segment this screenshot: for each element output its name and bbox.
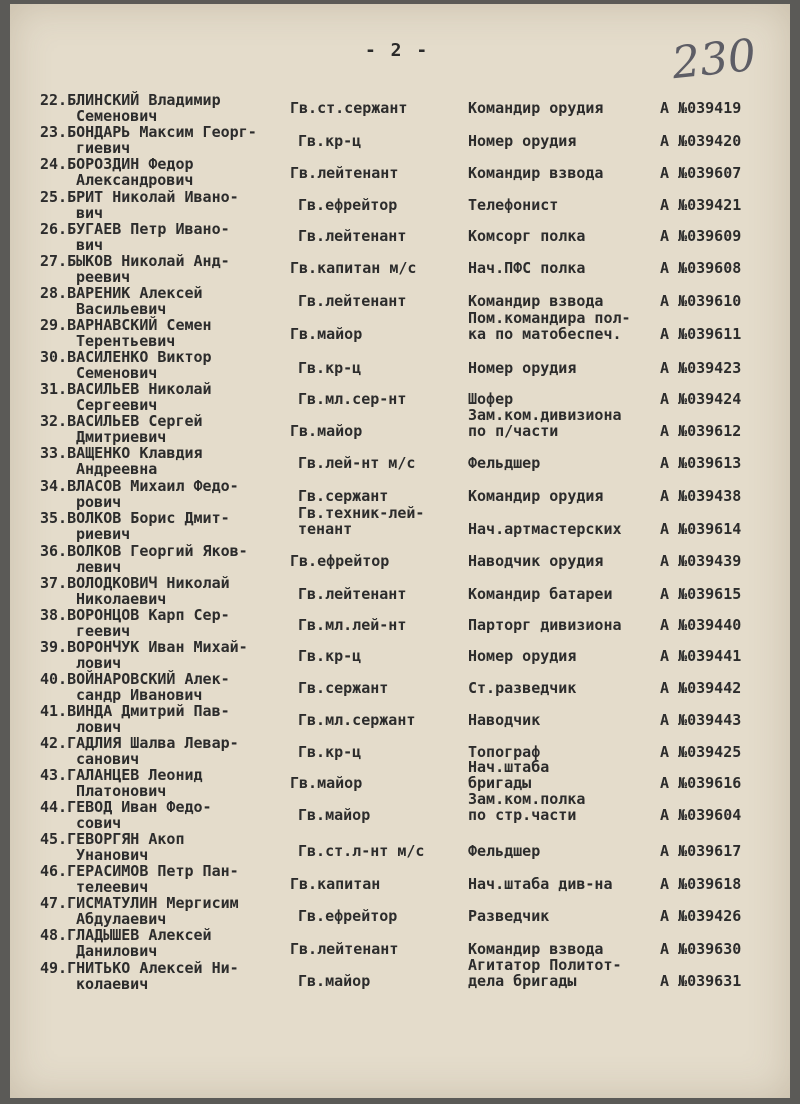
person-name: 30.ВАСИЛЕНКО Виктор bbox=[40, 348, 212, 366]
award-number: А №039426 bbox=[660, 907, 742, 925]
position-title: Нач.штаба bbox=[468, 758, 550, 776]
military-rank: Гв.мл.сержант bbox=[298, 711, 416, 729]
person-name-continued: Семенович bbox=[76, 107, 158, 125]
military-rank: Гв.сержант bbox=[298, 487, 389, 505]
person-name-continued: Андреевна bbox=[76, 460, 158, 478]
position-title: Наводчик bbox=[468, 711, 541, 729]
position-title: Ст.разведчик bbox=[468, 679, 577, 697]
person-name-continued: риевич bbox=[76, 525, 131, 543]
award-number: А №039608 bbox=[660, 259, 742, 277]
position-title-continued: ка по матобеспеч. bbox=[468, 325, 622, 343]
military-rank: Гв.кр-ц bbox=[298, 743, 362, 761]
position-title: Командир взвода bbox=[468, 292, 604, 310]
position-title: Шофер bbox=[468, 390, 514, 408]
person-name: 22.БЛИНСКИЙ Владимир bbox=[40, 91, 221, 109]
military-rank: Гв.майор bbox=[290, 774, 363, 792]
person-name-continued: лович bbox=[76, 654, 122, 672]
person-name: 46.ГЕРАСИМОВ Петр Пан- bbox=[40, 862, 239, 880]
person-name-continued: реевич bbox=[76, 268, 131, 286]
award-number: А №039613 bbox=[660, 454, 742, 472]
military-rank: Гв.майор bbox=[290, 325, 363, 343]
military-rank: Гв.майор bbox=[298, 806, 371, 824]
military-rank: Гв.кр-ц bbox=[298, 647, 362, 665]
award-number: А №039614 bbox=[660, 520, 742, 538]
award-number: А №039438 bbox=[660, 487, 742, 505]
award-number: А №039618 bbox=[660, 875, 742, 893]
military-rank: Гв.ефрейтор bbox=[298, 907, 398, 925]
position-title: Пом.командира пол- bbox=[468, 309, 631, 327]
person-name-continued: лович bbox=[76, 718, 122, 736]
person-name: 48.ГЛАДЫШЕВ Алексей bbox=[40, 926, 212, 944]
award-number: А №039612 bbox=[660, 422, 742, 440]
position-title: Парторг дивизиона bbox=[468, 616, 622, 634]
position-title-continued: дела бригады bbox=[468, 972, 577, 990]
position-title: Разведчик bbox=[468, 907, 550, 925]
position-title: Агитатор Политот- bbox=[468, 956, 622, 974]
person-name: 24.БОРОЗДИН Федор bbox=[40, 155, 194, 173]
person-name-continued: телеевич bbox=[76, 878, 149, 896]
award-number: А №039442 bbox=[660, 679, 742, 697]
military-rank: Гв.кр-ц bbox=[298, 132, 362, 150]
person-name: 36.ВОЛКОВ Георгий Яков- bbox=[40, 542, 248, 560]
person-name: 38.ВОРОНЦОВ Карп Сер- bbox=[40, 606, 230, 624]
military-rank: Гв.ст.сержант bbox=[290, 99, 408, 117]
person-name-continued: Александрович bbox=[76, 171, 194, 189]
military-rank: Гв.лейтенант bbox=[290, 940, 399, 958]
person-name: 33.ВАЩЕНКО Клавдия bbox=[40, 444, 203, 462]
position-title: Командир орудия bbox=[468, 487, 604, 505]
award-number: А №039420 bbox=[660, 132, 742, 150]
position-title-continued: бригады bbox=[468, 774, 532, 792]
award-number: А №039610 bbox=[660, 292, 742, 310]
award-number: А №039616 bbox=[660, 774, 742, 792]
person-name: 39.ВОРОНЧУК Иван Михай- bbox=[40, 638, 248, 656]
position-title: Нач.штаба див-на bbox=[468, 875, 613, 893]
award-number: А №039615 bbox=[660, 585, 742, 603]
position-title: Номер орудия bbox=[468, 359, 577, 377]
military-rank: Гв.лейтенант bbox=[298, 292, 407, 310]
award-number: А №039611 bbox=[660, 325, 742, 343]
military-rank: Гв.мл.лей-нт bbox=[298, 616, 407, 634]
person-name: 41.ВИНДА Дмитрий Пав- bbox=[40, 702, 230, 720]
person-name: 42.ГАДЛИЯ Шалва Левар- bbox=[40, 734, 239, 752]
military-rank: Гв.кр-ц bbox=[298, 359, 362, 377]
person-name: 47.ГИСМАТУЛИН Мергисим bbox=[40, 894, 239, 912]
award-number: А №039617 bbox=[660, 842, 742, 860]
person-name-continued: колаевич bbox=[76, 975, 149, 993]
award-number: А №039421 bbox=[660, 196, 742, 214]
person-name: 27.БЫКОВ Николай Анд- bbox=[40, 252, 230, 270]
position-title: Номер орудия bbox=[468, 132, 577, 150]
person-name-continued: вич bbox=[76, 204, 104, 222]
military-rank: Гв.майор bbox=[298, 972, 371, 990]
position-title-continued: по п/части bbox=[468, 422, 559, 440]
position-title: Топограф bbox=[468, 743, 541, 761]
position-title: Телефонист bbox=[468, 196, 559, 214]
person-name: 35.ВОЛКОВ Борис Дмит- bbox=[40, 509, 230, 527]
person-name-continued: Данилович bbox=[76, 942, 158, 960]
award-number: А №039607 bbox=[660, 164, 742, 182]
person-name-continued: вич bbox=[76, 236, 104, 254]
military-rank: Гв.мл.сер-нт bbox=[298, 390, 407, 408]
person-name-continued: санович bbox=[76, 750, 140, 768]
position-title: Нач.ПФС полка bbox=[468, 259, 586, 277]
position-title: Командир взвода bbox=[468, 940, 604, 958]
person-name: 32.ВАСИЛЬЕВ Сергей bbox=[40, 412, 203, 430]
person-name: 26.БУГАЕВ Петр Ивано- bbox=[40, 220, 230, 238]
person-name: 23.БОНДАРЬ Максим Георг- bbox=[40, 123, 257, 141]
position-title: Зам.ком.полка bbox=[468, 790, 586, 808]
position-title: Наводчик орудия bbox=[468, 552, 604, 570]
person-name-continued: гиевич bbox=[76, 139, 131, 157]
award-number: А №039439 bbox=[660, 552, 742, 570]
military-rank: Гв.техник-лей- bbox=[298, 504, 425, 522]
award-number: А №039423 bbox=[660, 359, 742, 377]
position-title: Командир взвода bbox=[468, 164, 604, 182]
military-rank: Гв.лей-нт м/с bbox=[298, 454, 416, 472]
military-rank: Гв.лейтенант bbox=[298, 585, 407, 603]
award-number: А №039443 bbox=[660, 711, 742, 729]
person-name-continued: Николаевич bbox=[76, 590, 167, 608]
person-name: 44.ГЕВОД Иван Федо- bbox=[40, 798, 212, 816]
position-title: Комсорг полка bbox=[468, 227, 586, 245]
position-title: Нач.артмастерских bbox=[468, 520, 622, 538]
person-name-continued: Абдулаевич bbox=[76, 910, 167, 928]
handwritten-page-number: 230 bbox=[669, 29, 759, 90]
person-name: 45.ГЕВОРГЯН Акоп bbox=[40, 830, 185, 848]
position-title: Фельдшер bbox=[468, 454, 541, 472]
person-name-continued: Унанович bbox=[76, 846, 149, 864]
award-number: А №039440 bbox=[660, 616, 742, 634]
military-rank: Гв.капитан м/с bbox=[290, 259, 417, 277]
military-rank: Гв.ст.л-нт м/с bbox=[298, 842, 425, 860]
person-name: 28.ВАРЕНИК Алексей bbox=[40, 284, 203, 302]
military-rank: Гв.лейтенант bbox=[298, 227, 407, 245]
position-title: Номер орудия bbox=[468, 647, 577, 665]
person-name-continued: Васильевич bbox=[76, 300, 167, 318]
person-name-continued: Дмитриевич bbox=[76, 428, 167, 446]
person-name-continued: Сергеевич bbox=[76, 396, 158, 414]
person-name: 25.БРИТ Николай Ивано- bbox=[40, 188, 239, 206]
position-title: Командир батареи bbox=[468, 585, 613, 603]
page-number: - 2 - bbox=[365, 40, 430, 61]
person-name-continued: Платонович bbox=[76, 782, 167, 800]
position-title-continued: по стр.части bbox=[468, 806, 577, 824]
person-name: 40.ВОЙНАРОВСКИЙ Алек- bbox=[40, 670, 230, 688]
person-name-continued: сандр Иванович bbox=[76, 686, 203, 704]
military-rank: Гв.лейтенант bbox=[290, 164, 399, 182]
person-name: 31.ВАСИЛЬЕВ Николай bbox=[40, 380, 212, 398]
military-rank: Гв.майор bbox=[290, 422, 363, 440]
person-name: 29.ВАРНАВСКИЙ Семен bbox=[40, 316, 212, 334]
award-number: А №039441 bbox=[660, 647, 742, 665]
person-name-continued: сович bbox=[76, 814, 122, 832]
military-rank-continued: тенант bbox=[298, 520, 353, 538]
position-title: Зам.ком.дивизиона bbox=[468, 406, 622, 424]
award-number: А №039424 bbox=[660, 390, 742, 408]
position-title: Фельдшер bbox=[468, 842, 541, 860]
person-name: 34.ВЛАСОВ Михаил Федо- bbox=[40, 477, 239, 495]
person-name: 37.ВОЛОДКОВИЧ Николай bbox=[40, 574, 230, 592]
person-name-continued: левич bbox=[76, 558, 122, 576]
award-number: А №039425 bbox=[660, 743, 742, 761]
award-number: А №039630 bbox=[660, 940, 742, 958]
person-name: 43.ГАЛАНЦЕВ Леонид bbox=[40, 766, 203, 784]
military-rank: Гв.капитан bbox=[290, 875, 381, 893]
award-number: А №039419 bbox=[660, 99, 742, 117]
award-number: А №039609 bbox=[660, 227, 742, 245]
award-number: А №039604 bbox=[660, 806, 742, 824]
person-name: 49.ГНИТЬКО Алексей Ни- bbox=[40, 959, 239, 977]
person-name-continued: геевич bbox=[76, 622, 131, 640]
person-name-continued: Терентьевич bbox=[76, 332, 176, 350]
position-title: Командир орудия bbox=[468, 99, 604, 117]
military-rank: Гв.ефрейтор bbox=[298, 196, 398, 214]
award-number: А №039631 bbox=[660, 972, 742, 990]
person-name-continued: Семенович bbox=[76, 364, 158, 382]
military-rank: Гв.сержант bbox=[298, 679, 389, 697]
person-name-continued: рович bbox=[76, 493, 122, 511]
military-rank: Гв.ефрейтор bbox=[290, 552, 390, 570]
